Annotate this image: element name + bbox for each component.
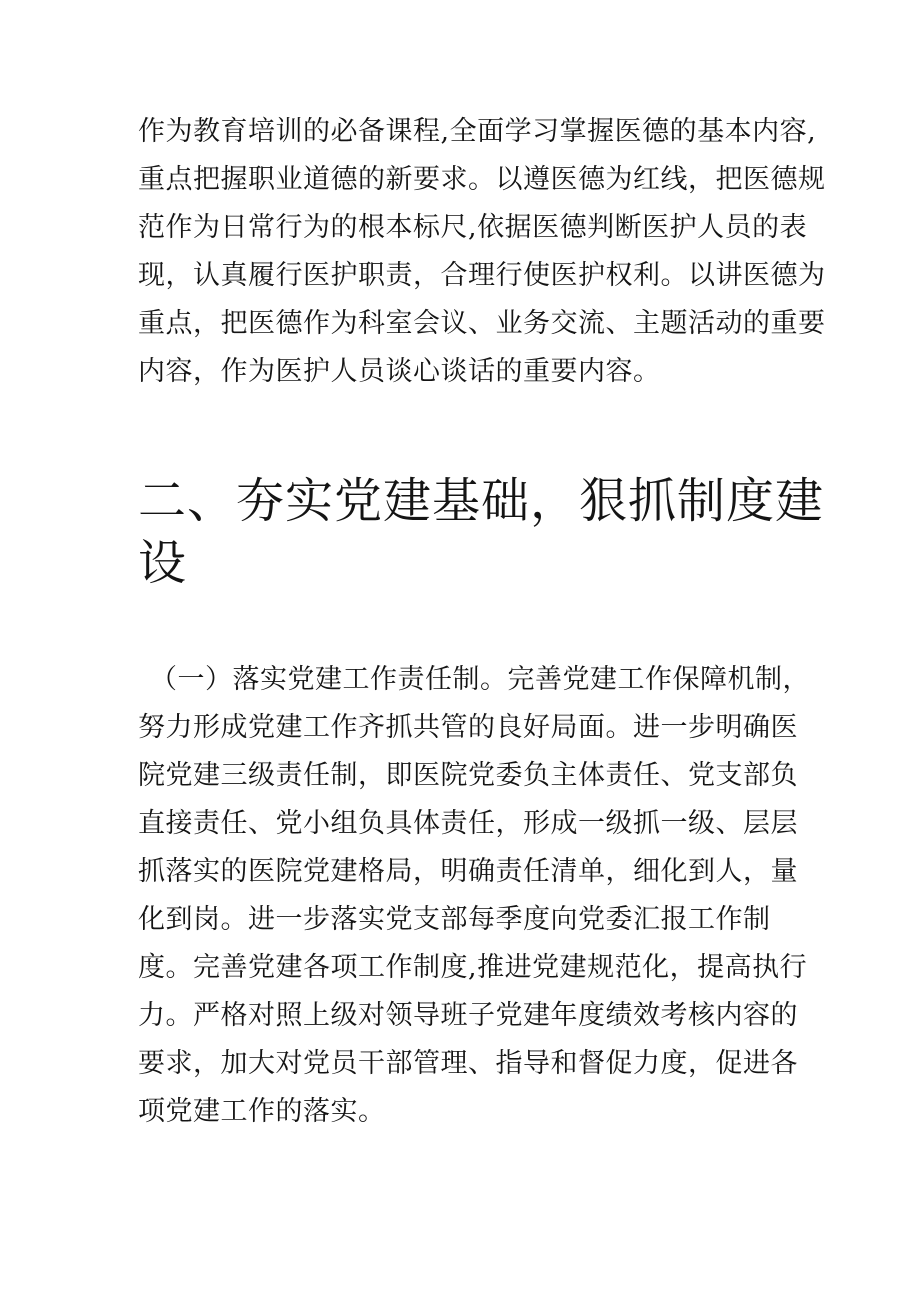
paragraph-medical-ethics (138, 108, 826, 396)
section-heading (138, 470, 825, 594)
paragraph-line: 度。完善党建各项工作制度,推进党建规范化，提高执行 (138, 952, 808, 983)
paragraph-line: 抓落实的医院党建格局，明确责任清单，细化到人，量 (138, 856, 798, 887)
paragraph-line: （一）落实党建工作责任制。完善党建工作保障机制， (150, 664, 810, 695)
paragraph-line: 作为教育培训的必备课程,全面学习掌握医德的基本内容, (138, 116, 817, 147)
heading-line: 设 (138, 535, 188, 591)
paragraph-line: 力。严格对照上级对领导班子党建年度绩效考核内容的 (138, 1000, 798, 1031)
paragraph-line: 范作为日常行为的根本标尺,依据医德判断医护人员的表 (138, 212, 808, 243)
paragraph-line: 直接责任、党小组负具体责任，形成一级抓一级、层层 (138, 808, 798, 839)
paragraph-line: 努力形成党建工作齐抓共管的良好局面。进一步明确医 (138, 712, 798, 743)
paragraph-line: 院党建三级责任制，即医院党委负主体责任、党支部负 (138, 760, 798, 791)
paragraph-line: 化到岗。进一步落实党支部每季度向党委汇报工作制 (138, 904, 771, 935)
paragraph-line: 内容，作为医护人员谈心谈话的重要内容。 (138, 356, 661, 387)
paragraph-line: 现，认真履行医护职责，合理行使医护权利。以讲医德为 (138, 260, 826, 291)
paragraph-line: 要求，加大对党员干部管理、指导和督促力度，促进各 (138, 1048, 798, 1079)
paragraph-line: 重点，把医德作为科室会议、业务交流、主题活动的重要 (138, 308, 826, 339)
heading-line: 二、夯实党建基础，狠抓制度建 (138, 473, 825, 529)
paragraph-line: 重点把握职业道德的新要求。以遵医德为红线，把医德规 (138, 164, 826, 195)
paragraph-party-building (138, 656, 810, 1136)
paragraph-line: 项党建工作的落实。 (138, 1096, 386, 1127)
